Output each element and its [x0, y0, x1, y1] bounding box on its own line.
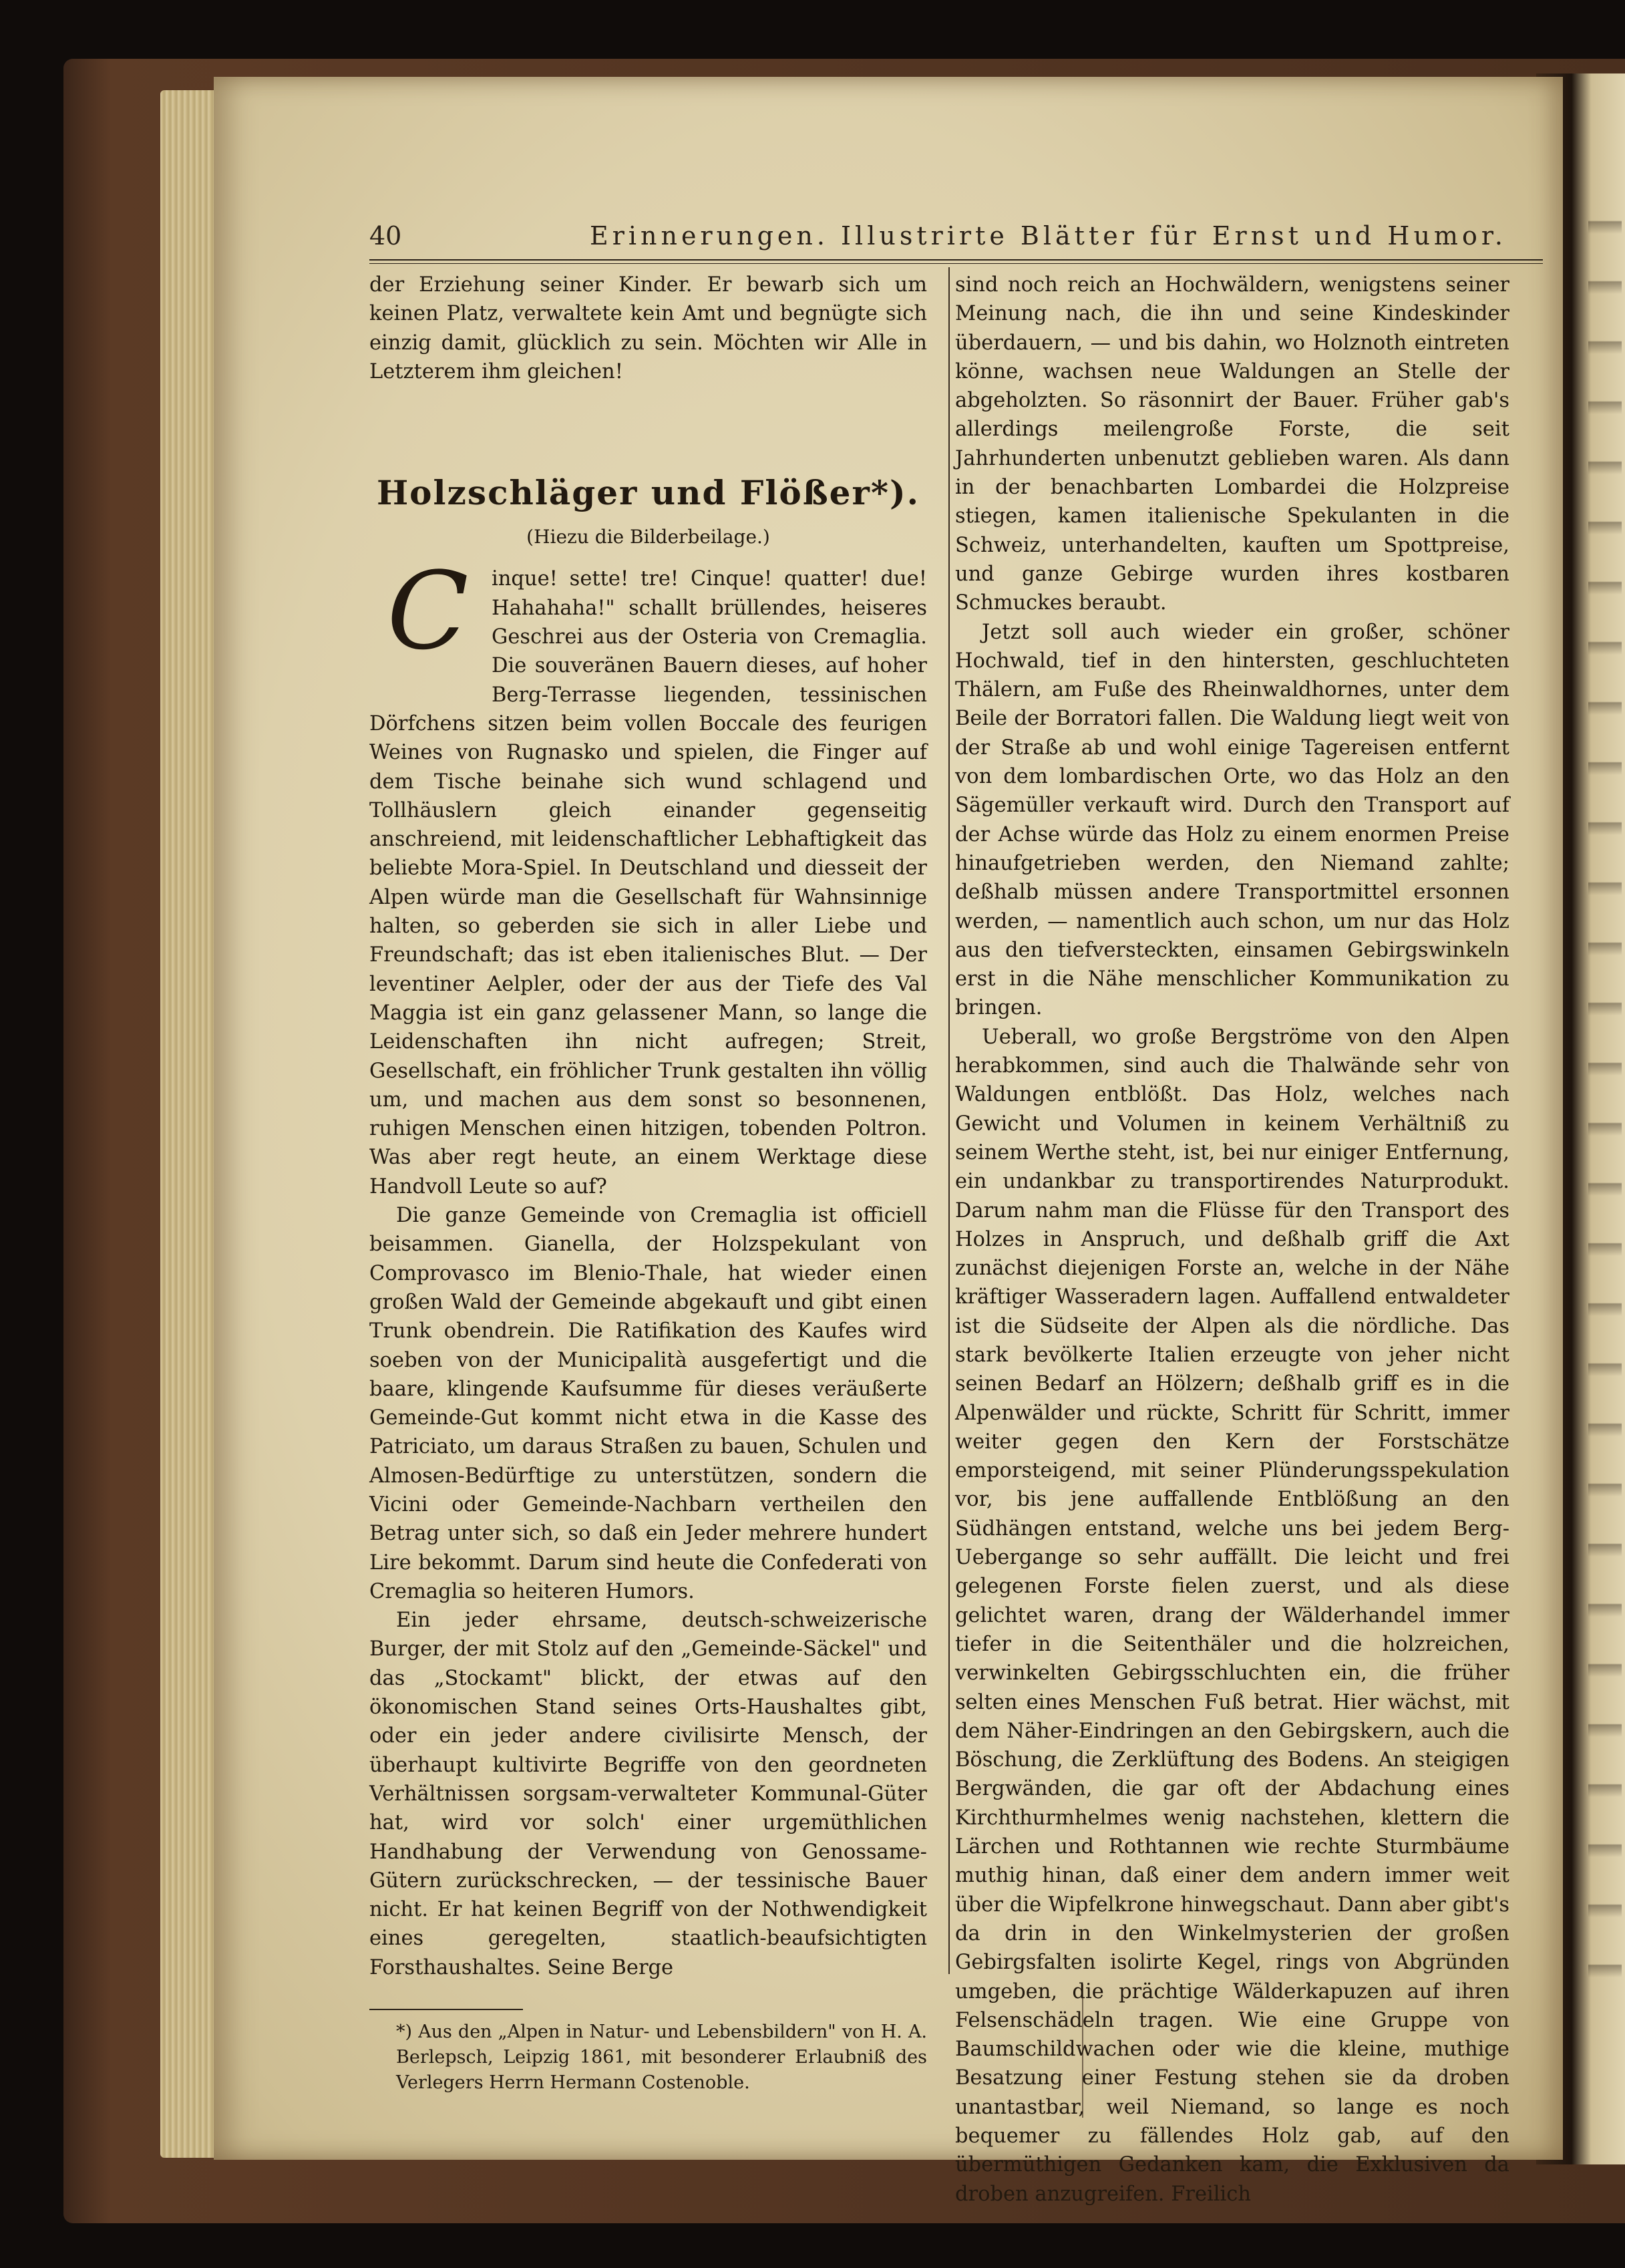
footnote-rule: [369, 2009, 523, 2010]
paragraph: Ein jeder ehrsame, deutsch-schweizerische Burger, der mit Stolz auf den „Gemeinde-Säckel" und das „Stockamt" blickt, der etwas auf den ökonomischen Stand seines Orts-Haushaltes gibt, oder ein jeder andere civilisirte Mensch, der überhaupt kultivirte Begriffe von den geordneten Verhältnissen sorgsam-verwalteter Kommunal-Güter hat, wird vor solch' einer urgemüthlichen Handhabung der Verwendung von Genossame-Gütern zurückschrecken, — der tessinische Bauer nicht. Er hat keinen Begriff von der Nothwendigkeit eines geregelten, staatlich-beaufsichtigten Forsthaushaltes. Seine Berge: [369, 1609, 927, 1979]
footnote: *) Aus den „Alpen in Natur- und Lebensbildern" von H. A. Berlepsch, Leipzig 1861, mit besonderer Erlaubniß des Verlegers Herrn Hermann Costenoble.: [396, 2021, 927, 2094]
page-number: 40: [369, 221, 402, 251]
left-column: [369, 271, 927, 2096]
paragraph-text: inque! sette! tre! Cinque! quatter! due! Hahahaha!" schallt brüllendes, heiseres Geschrei aus der Osteria von Cremaglia. Die souveränen Bauern dieses, auf hoher Berg-Terrasse liegenden, tessinischen Dörfchens sitzen beim vollen Boccale des feurigen Weines von Rugnasko und spielen, die Finger auf dem Tische beinahe sich wund schlagend und Tollhäuslern gleich einander gegenseitig anschreiend, mit leidenschaftlicher Lebhaftigkeit das beliebte Mora-Spiel. In Deutschland und diesseit der Alpen würde man die Gesellschaft für Wahnsinnige halten, so geberden sie sich in aller Liebe und Freundschaft; das ist eben italienisches Blut. — Der leventiner Aelpler, oder der aus der Tiefe des Val Maggia ist ein ganz gelassener Mann, so lange die Leidenschaften ihn nicht aufregen; Streit, Gesellschaft, ein fröhlicher Trunk gestalten ihn völlig um, und machen aus dem sonst so besonnenen, ruhigen Menschen einen hitzigen, tobenden Poltron. Was aber regt heute, an einem Werktage diese Handvoll Leute so auf?: [369, 567, 927, 1198]
header-rule: [369, 259, 1543, 264]
paragraph: Ueberall, wo große Bergströme von den Alpen herabkommen, sind auch die Thalwände sehr von Waldungen entblößt. Das Holz, welches nach Gewicht und Volumen in keinem Verhältniß zu seinem Werthe steht, ist, bei nur einiger Entfernung, ein undankbar zu transportirendes Naturprodukt. Darum nahm man die Flüsse für den Transport des Holzes in Anspruch, und deßhalb griff die Axt zunächst diejenigen Forste an, welche in der Nähe kräftiger Wasseradern lagen. Auffallend entwaldeter ist die Südseite der Alpen als die nördliche. Das stark bevölkerte Italien erzeugte von jeher nicht seinen Bedarf an Hölzern; deßhalb griff es in die Alpenwälder und rückte, Schritt für Schritt, immer weiter gegen den Kern der Forstschätze emporsteigend, mit seiner Plünderungsspekulation vor, bis jene auffallende Entblößung an den Südhängen entstand, welche uns bei jedem Berg-Uebergange so sehr auffällt. Die leicht und frei gelegenen Forste fielen zuerst, und als diese gelichtet waren, drang der Wälderhandel immer tiefer in die Seitenthäler und die holzreichen, verwinkelten Gebirgsschluchten ein, die früher selten eines Menschen Fuß betrat. Hier wächst, mit dem Näher-Eindringen an den Gebirgskern, auch die Böschung, die Zerklüftung des Bodens. An steigigen Bergwänden, die gar oft der Abdachung eines Kirchthurmhelmes wenig nachstehen, klettern die Lärchen und Rothtannen wie rechte Sturmbäume muthig hinan, daß einer dem andern immer weit über die Wipfelkrone hinwegschaut. Dann aber gibt's da drin in den Winkelmysterien der großen Gebirgsfalten isolirte Kegel, rings von Abgründen umgeben, die prächtige Wälderkapuzen auf ihren Felsenschädeln tragen. Wie eine Gruppe von Baumschildwachen oder wie die kleine, muthige Besatzung einer Festung stehen sie da droben unantastbar, weil Niemand, so lange es noch bequemer zu fällendes Holz gab, auf den übermüthigen Gedanken kam, die Exklusiven da droben anzugreifen. Freilich: [955, 1025, 1509, 2206]
page-header: [369, 217, 1543, 264]
paragraph: sind noch reich an Hochwäldern, wenigstens seiner Meinung nach, die ihn und seine Kindeskinder überdauern, — und bis dahin, wo Holznoth eintreten könne, wachsen neue Waldungen an Stelle der abgeholzten. So räsonnirt der Bauer. Früher gab's allerdings meilengroße Forste, die seit Jahrhunderten unbenutzt geblieben waren. Als dann in der benachbarten Lombardei die Holzpreise stiegen, kamen italienische Spekulanten in die Schweiz, unterhandelten, kauften um Spottpreise, und ganze Gebirge wurden ihres kostbaren Schmuckes beraubt.: [955, 273, 1509, 615]
article-subtitle: (Hiezu die Bilderbeilage.): [526, 526, 770, 548]
paragraph-with-dropcap: [369, 548, 927, 1201]
column-divider: [948, 267, 950, 1974]
paragraph: Jetzt soll auch wieder ein großer, schöner Hochwald, tief in den hintersten, geschluchteten Thälern, am Fuße des Rheinwaldhornes, unter dem Beile der Borratori fallen. Die Waldung liegt weit von der Straße ab und wohl einige Tagereisen entfernt von dem lombardischen Orte, wo das Holz an den Sägemüller verkauft wird. Durch den Transport auf der Achse würde das Holz zu einem enormen Preise hinaufgetrieben werden, den Niemand zahlte; deßhalb müssen andere Transportmittel ersonnen werden, — namentlich auch schon, um nur das Holz aus den tiefversteckten, einsamen Gebirgswinkeln erst in die Nähe menschlicher Kommunikation zu bringen.: [955, 620, 1509, 1020]
article-title: Holzschläger und Flößer*).: [376, 473, 920, 513]
facing-page-ornament: [1588, 174, 1622, 1977]
right-column: [955, 271, 1509, 2209]
drop-cap: C: [387, 548, 469, 674]
running-head: Erinnerungen. Illustrirte Blätter für Ernst und Humor.: [590, 221, 1507, 251]
paragraph: der Erziehung seiner Kinder. Er bewarb sich um keinen Platz, verwaltete kein Amt und begnügte sich einzig damit, glücklich zu sein. Möchten wir Alle in Letzterem ihm gleichen!: [369, 273, 927, 383]
paragraph: Die ganze Gemeinde von Cremaglia ist officiell beisammen. Gianella, der Holzspekulant von Comprovasco im Blenio-Thale, hat wieder einen großen Wald der Gemeinde abgekauft und gibt einen Trunk obendrein. Die Ratifikation des Kaufes wird soeben von der Municipalità ausgefertigt und die baare, klingende Kaufsumme für dieses veräußerte Gemeinde-Gut kommt nicht etwa in die Kasse des Patriciato, um daraus Straßen zu bauen, Schulen und Almosen-Bedürftige zu unterstützen, sondern die Vicini oder Gemeinde-Nachbarn vertheilen den Betrag unter sich, so daß ein Jeder mehrere hundert Lire bekommt. Darum sind heute die Confederati von Cremaglia so heiteren Humors.: [369, 1204, 927, 1603]
